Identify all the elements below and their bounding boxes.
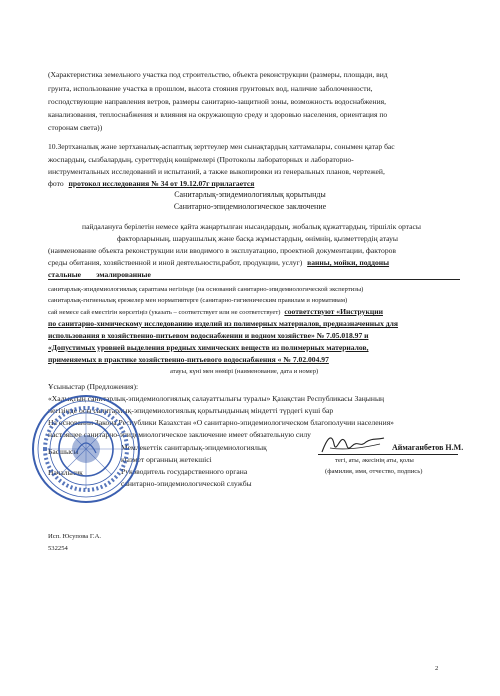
protocols-line-2: жоспардың, сызбалардың, суреттердің көшірмелері (Протоколы лабораторных и лабораторно- — [48, 155, 354, 164]
instruction-line-4: применяемых в практике хозяйственно-питьевого водоснабжения « № 7.02.004.97 — [48, 355, 329, 364]
proposals-line-3: На основании Закона Республики Казахстан «О санитарно-эпидемиологическом благополучии населения» — [48, 418, 394, 427]
land-characteristic-line-4: канализования, теплоснабжения и влияния на окружающую среду и здоровью населения, ориентация по — [48, 110, 388, 119]
land-characteristic-line-3: господствующие направления ветров, размеры санитарно-защитной зоны, возможность водоснабжения, — [48, 97, 387, 106]
head-ru-fragment: Начальник — [48, 468, 83, 477]
photo-prefix: фото — [48, 179, 64, 188]
object-line-4 — [48, 258, 389, 267]
object-line-4-prefix: среды обитания, хозяйственной и иной деятельности,работ, продукции, услуг) — [48, 258, 303, 267]
compliance-prefix: сай немесе сай еместігін көрсетіңіз (указать – соответствует или не соответствует) — [48, 309, 281, 316]
instruction-line-1: по санитарно-химическому исследованию изделий из полимерных материалов, предназначенных для — [48, 319, 399, 328]
org-line-1: Мемлекеттік санитарлық-эпидемиологиялық — [121, 443, 267, 452]
conclusion-title-ru: Санитарно-эпидемиологическое заключение — [173, 202, 327, 211]
instruction-line-3: «Допустимых уровней выделения вредных химических веществ из полимерных материалов, — [48, 343, 369, 352]
signature-caption-ru: (фамилия, имя, отчество, подпись) — [325, 468, 423, 475]
executor-name: Исп. Юсупова Г.А. — [48, 533, 101, 540]
proposals-line-1: «Халықтың санитарлық-эпидемиологиялық салауаттылығы туралы» Қазақстан Республикасы Заңының — [48, 394, 385, 403]
object-value: ванны, мойки, поддоны — [307, 258, 390, 267]
proposals-heading: Ұсыныстар (Предложения): — [48, 382, 139, 391]
object-line-2: факторларының, шаруашылық және басқа жұмыстардың, өнімнің, қызметтердің атауы — [117, 234, 399, 243]
proposals-line-2: негізінде осы санитарлық-эпидемиологиялық қорытындының міндетті түрдегі күші бар — [48, 406, 334, 415]
org-line-3: Руководитель государственного органа — [121, 467, 248, 476]
land-characteristic-line-2: грунта, использование участка в прошлом, высота стояния грунтовых вод, наличие заболоченности, — [48, 84, 373, 93]
land-characteristic-line-1: (Характеристика земельного участка под строительство, объекта реконструкции (размеры, площади, вид — [48, 70, 388, 79]
object-value-line-2: стальные эмалированные — [48, 270, 460, 280]
name-date-number-caption: атауы, күні мен нөмірі (наименование, дата и номер) — [170, 368, 319, 375]
page-number: 2 — [435, 665, 439, 672]
executor-phone: 532254 — [48, 545, 68, 552]
photo-value: протокол исследования № 34 от 19.12.07г прилагается — [68, 179, 255, 188]
compliance-line — [48, 307, 383, 317]
official-seal — [30, 393, 142, 505]
protocols-photo-line — [48, 179, 254, 188]
conclusion-title-kz: Санитарлық-эпидемиологиялық қорытынды — [174, 190, 326, 199]
object-line-1: пайдалануға берілетін немесе қайта жаңартылған нысандардың, жобалық құжаттардың, тіршілік ортасы — [82, 222, 421, 231]
object-line-3: (наименование объекта реконструкции или вводимого в эксплуатацию, проектной документации, факторов — [48, 246, 396, 255]
instruction-line-2: использования в хозяйственно-питьевом водоснабжении и водном хозяйстве» № 7.05.018.97 и — [48, 331, 369, 340]
land-characteristic-line-5: сторонам света)) — [48, 123, 103, 132]
signatory-name: Аймаганбетов Н.М. — [392, 443, 464, 452]
signature-caption-kz: тегі, аты, әкесінің аты, қолы — [335, 457, 414, 464]
handwritten-signature — [318, 430, 388, 460]
expertise-basis: санитарлық-эпидемиологиялық сараптама негізінде (на оснований санитарно-эпидемиологической экспертизы) — [48, 286, 364, 293]
compliance-value: соответствуют «Инструкции — [284, 307, 383, 316]
org-line-4: санитарно-эпидемиологической службы — [121, 479, 252, 488]
head-kz-fragment: Басшысы — [48, 447, 79, 456]
hygiene-rules: санитарлық-гигиеналық ережелер мен нормативтерге (санитарно-гигиеническим правилам и нормативам) — [48, 297, 348, 304]
proposals-line-4: настоящее санитарно-эпидемиологическое заключение имеет обязательную силу — [48, 430, 311, 439]
org-line-2: қызмет органның жетекшісі — [121, 455, 212, 464]
protocols-line-1: 10.Зертханалық және зертханалық-аспаптық зерттеулер мен сынақтардың хаттамалары, сонымен қатар бас — [48, 142, 395, 151]
protocols-line-3: инструментальных исследований и испытаний, а также выкопировки из генеральных планов, чертежей, — [48, 167, 385, 176]
